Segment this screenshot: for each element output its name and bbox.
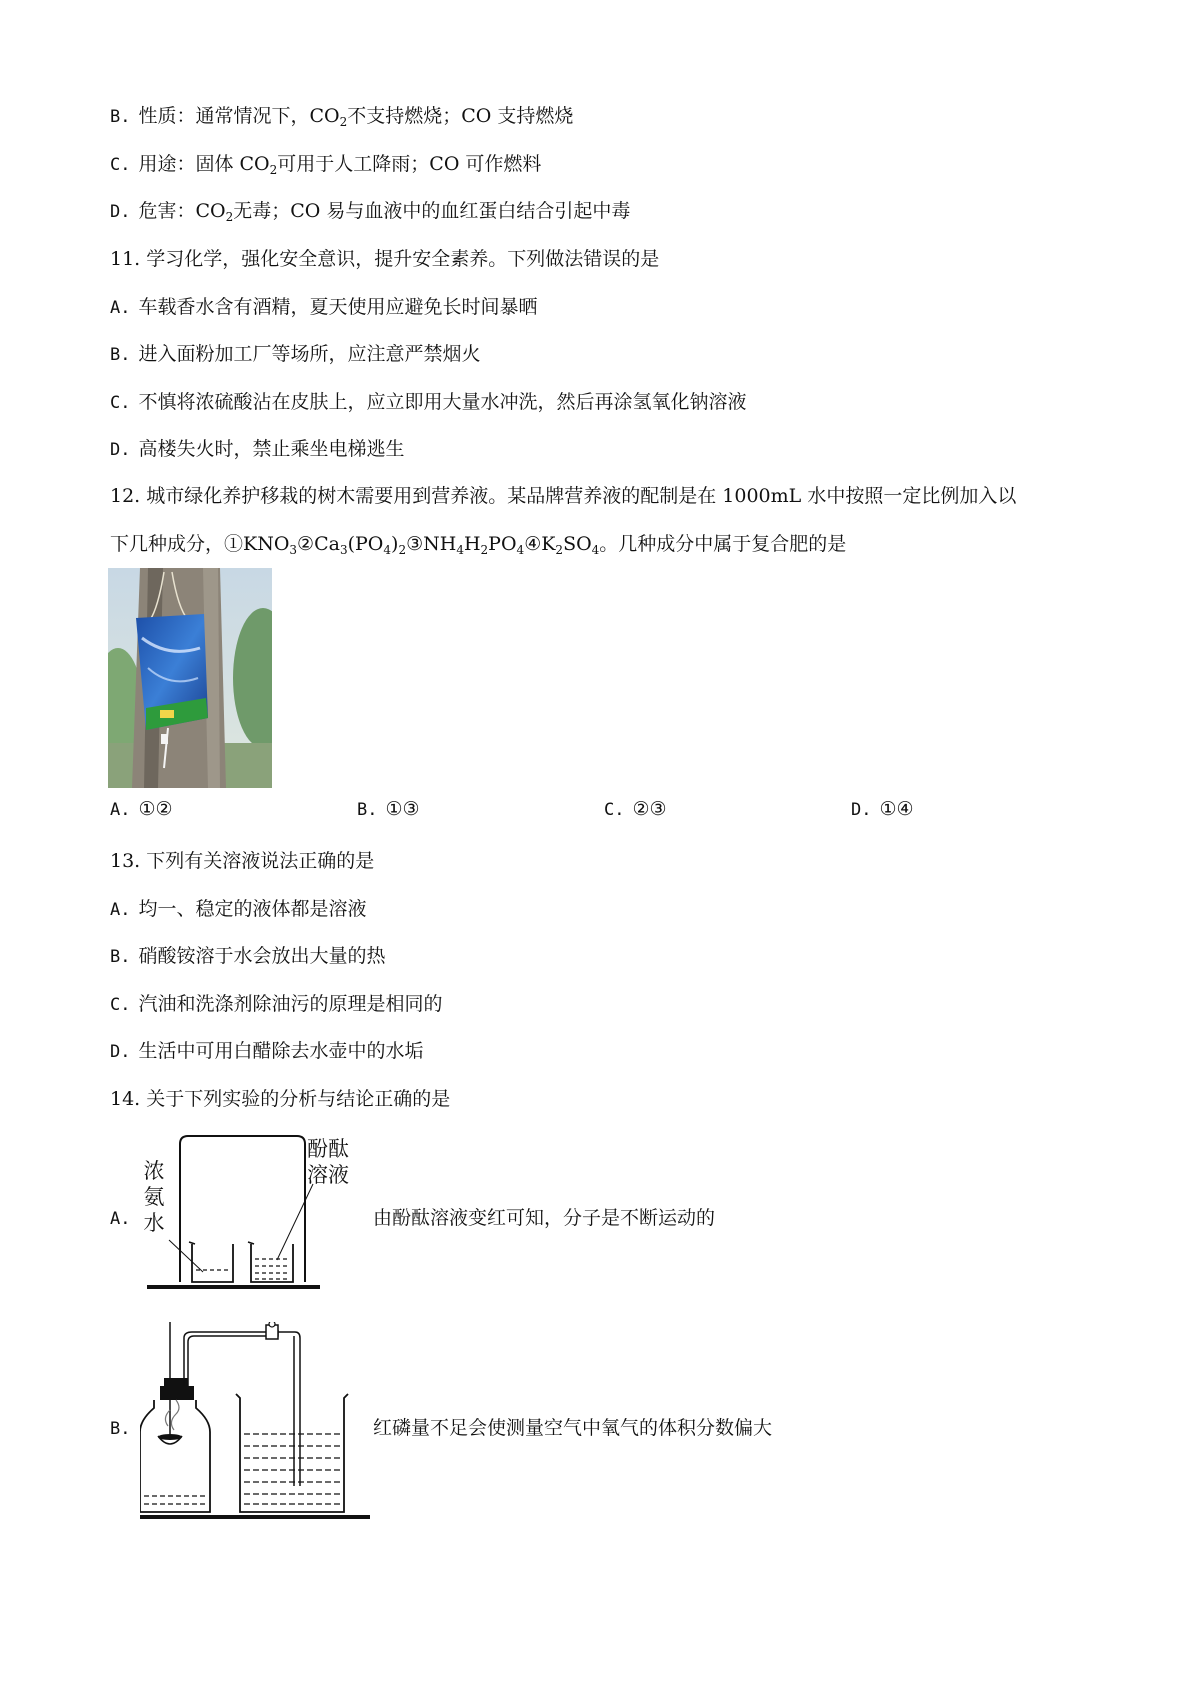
q13-option-a: A. 均一、稳定的液体都是溶液 — [110, 898, 367, 920]
q12-option-b: B. ①③ — [357, 798, 420, 820]
q14-stem: 14. 关于下列实验的分析与结论正确的是 — [110, 1088, 451, 1110]
red-phosphorus-oxygen-apparatus — [140, 1322, 375, 1522]
q13-option-c: C. 汽油和洗涤剂除油污的原理是相同的 — [110, 993, 443, 1015]
q10-option-d: D. 危害：$CO_2$无毒；CO 易与血液中的血红蛋白结合引起中毒 — [110, 200, 631, 224]
ammonia-label: 浓 氨 水 — [143, 1159, 165, 1235]
q12-option-a: A. ①② — [110, 798, 173, 820]
q12-stem-line1: 12. 城市绿化养护移栽的树木需要用到营养液。某品牌营养液的配制是在 1000mL 水中按照一定比例加入以 — [110, 485, 1017, 507]
nutrient-bag-photo — [108, 568, 272, 788]
q11-option-c: C. 不慎将浓硫酸沾在皮肤上，应立即用大量水冲洗，然后再涂氢氧化钠溶液 — [110, 391, 747, 413]
q10-option-b: B. 性质：通常情况下，$CO_2$不支持燃烧；CO 支持燃烧 — [110, 105, 574, 129]
q14-option-b-text: 红磷量不足会使测量空气中氧气的体积分数偏大 — [373, 1417, 773, 1439]
q10-option-c: C. 用途：固体 $CO_2$可用于人工降雨；CO 可作燃料 — [110, 153, 542, 177]
q12-option-c: C. ②③ — [604, 798, 667, 820]
q14-option-a-label: A. — [110, 1209, 131, 1229]
q12-stem-line2: 下几种成分，$①KNO_3②Ca_3(PO_4)_2③NH_4H_2PO_4④K_2SO_4$。几种成分中属于复合肥的是 — [110, 533, 847, 557]
q13-option-b: B. 硝酸铵溶于水会放出大量的热 — [110, 945, 386, 967]
q13-stem: 13. 下列有关溶液说法正确的是 — [110, 850, 375, 872]
q11-option-b: B. 进入面粉加工厂等场所，应注意严禁烟火 — [110, 343, 481, 365]
q11-stem: 11. 学习化学，强化安全意识，提升安全素养。下列做法错误的是 — [110, 248, 660, 270]
q14-option-a-text: 由酚酞溶液变红可知，分子是不断运动的 — [373, 1207, 716, 1229]
phenolphthalein-label: 酚酞 溶液 — [307, 1137, 349, 1187]
q11-option-d: D. 高楼失火时，禁止乘坐电梯逃生 — [110, 438, 405, 460]
q14-option-b-label: B. — [110, 1419, 131, 1439]
q13-option-d: D. 生活中可用白醋除去水壶中的水垢 — [110, 1040, 424, 1062]
q12-option-d: D. ①④ — [851, 798, 914, 820]
ammonia-diffusion-diagram — [145, 1132, 370, 1294]
q11-option-a: A. 车载香水含有酒精，夏天使用应避免长时间暴晒 — [110, 296, 538, 318]
